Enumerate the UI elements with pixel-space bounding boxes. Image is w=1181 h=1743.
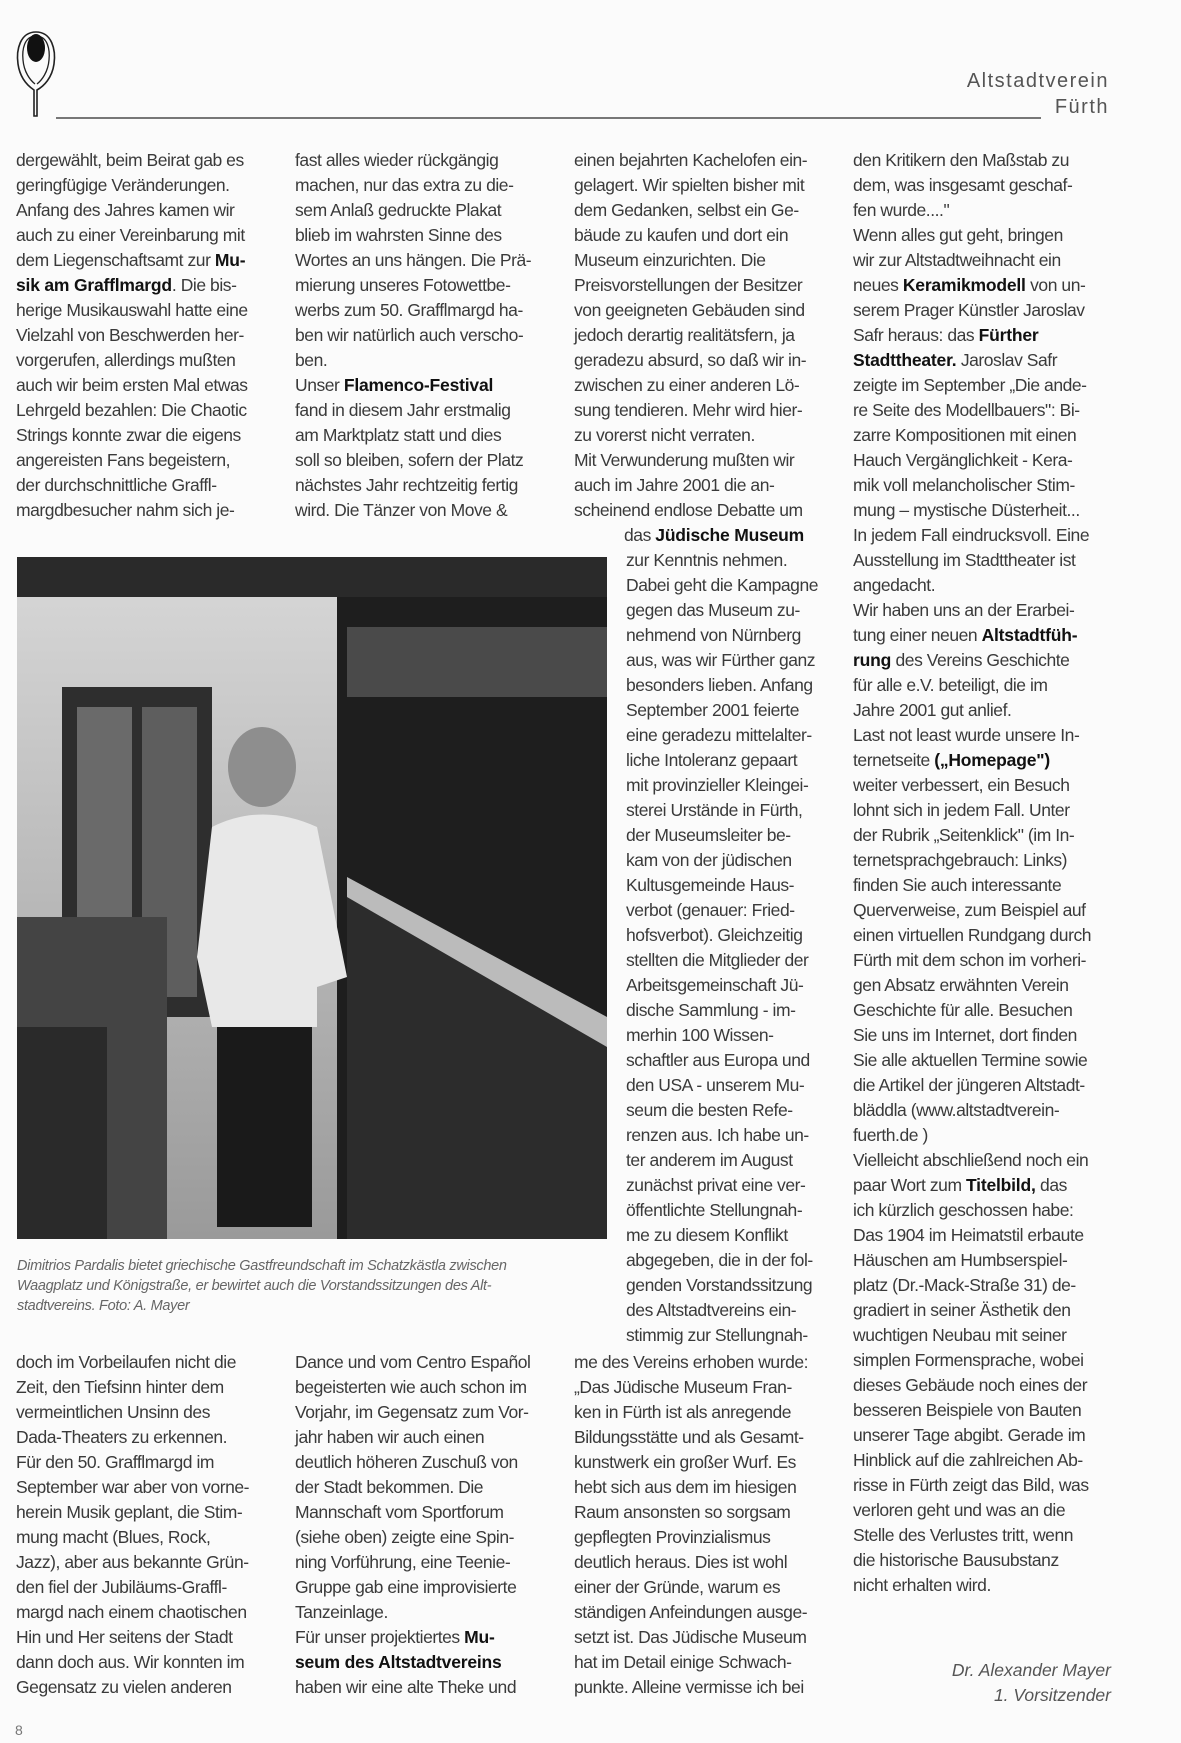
text-line: werbs zum 50. Grafflmargd ha-	[295, 300, 523, 320]
text-line: das Jüdische Museum	[624, 525, 804, 545]
text-line: von geeigneten Gebäuden sind	[574, 300, 805, 320]
bold-keyword: Jüdische Museum	[655, 525, 804, 545]
text-line: Fürth mit dem schon im vorheri-	[853, 950, 1087, 970]
text-line: ich kürzlich geschossen habe:	[853, 1200, 1074, 1220]
text-line: Lehrgeld bezahlen: Die Chaotic	[16, 400, 247, 420]
caption-line: Waagplatz und Königstraße, er bewirtet auch die Vorstandssitzungen des Alt-	[17, 1278, 492, 1294]
bold-keyword: Stadttheater.	[853, 350, 957, 370]
header-rule	[56, 117, 1041, 119]
text-line: zu vorerst nicht verraten.	[574, 425, 755, 445]
text-line: stellten die Mitglieder der	[626, 950, 809, 970]
text-line: einen virtuellen Rundgang durch	[853, 925, 1092, 945]
text-line: Gegensatz zu vielen anderen	[16, 1677, 232, 1697]
text-line: Dada-Theaters zu erkennen.	[16, 1427, 228, 1447]
author-role: 1. Vorsitzender	[993, 1685, 1111, 1705]
text-line: einer der Gründe, warum es	[574, 1577, 781, 1597]
text-line: auch im Jahre 2001 die an-	[574, 475, 775, 495]
text-line: Gruppe gab eine improvisierte	[295, 1577, 517, 1597]
text-line: öffentlichte Stellungnah-	[626, 1200, 803, 1220]
text-line: geringfügige Veränderungen.	[16, 175, 230, 195]
text-line: Kultusgemeinde Haus-	[626, 875, 795, 895]
text-line: Für den 50. Grafflmargd im	[16, 1452, 215, 1472]
text-line: Arbeitsgemeinschaft Jü-	[626, 975, 804, 995]
caption-line: Dimitrios Pardalis bietet griechische Gastfreundschaft im Schatzkästla zwischen	[17, 1258, 507, 1274]
text-line: Safr heraus: das Fürther	[853, 325, 1039, 345]
text-line: ter anderem im August	[626, 1150, 793, 1170]
text-line: abgegeben, die in der fol-	[626, 1250, 813, 1270]
text-line: gradiert in seiner Ästhetik den	[853, 1300, 1071, 1320]
text-line	[295, 1650, 557, 1675]
text-line: des Altstadtvereins ein-	[626, 1300, 797, 1320]
text-line: hebt sich aus dem im hiesigen	[574, 1477, 797, 1497]
column-1-top	[16, 148, 278, 523]
text-line: September war aber von vorne-	[16, 1477, 250, 1497]
bold-keyword: Fürther	[978, 325, 1039, 345]
text-line: verloren geht und was an die	[853, 1500, 1066, 1520]
text-line: Vielzahl von Beschwerden her-	[16, 325, 244, 345]
column-3-narrow	[626, 548, 834, 1348]
text-line: ben wir natürlich auch verscho-	[295, 325, 524, 345]
text-line: renzen aus. Ich habe un-	[626, 1125, 809, 1145]
text-line: hofsverbot). Gleichzeitig	[626, 925, 803, 945]
text-line: platz (Dr.-Mack-Straße 31) de-	[853, 1275, 1076, 1295]
column-3-bottom	[574, 1350, 836, 1700]
text-line: paar Wort zum Titelbild, das	[853, 1175, 1067, 1195]
text-line: me des Vereins erhoben wurde:	[574, 1352, 809, 1372]
text-line: dieses Gebäude noch eines der	[853, 1375, 1088, 1395]
text-line: gelagert. Wir spielten bisher mit	[574, 175, 805, 195]
text-line: sterei Urstände in Fürth,	[626, 800, 803, 820]
text-line: serem Prager Künstler Jaroslav	[853, 300, 1085, 320]
text-line: angedacht.	[853, 575, 936, 595]
text-line: doch im Vorbeilaufen nicht die	[16, 1352, 236, 1372]
text-line: ternetseite („Homepage")	[853, 750, 1050, 770]
bold-keyword: rung	[853, 650, 892, 670]
text-line: jahr haben wir auch einen	[295, 1427, 485, 1447]
text-line: Das 1904 im Heimatstil erbaute	[853, 1225, 1084, 1245]
bold-keyword: Mu-	[464, 1627, 495, 1647]
text-line: die Artikel der jüngeren Altstadt-	[853, 1075, 1085, 1095]
text-line: begeisterten wie auch schon im	[295, 1377, 527, 1397]
column-2-top	[295, 148, 557, 523]
text-line: simplen Formensprache, wobei	[853, 1350, 1084, 1370]
text-line: In jedem Fall eindrucksvoll. Eine	[853, 525, 1090, 545]
text-line: vermeintlichen Unsinn des	[16, 1402, 210, 1422]
text-line: Raum ansonsten so sorgsam	[574, 1502, 791, 1522]
text-line: stimmig zur Stellungnah-	[626, 1325, 808, 1345]
text-line: Sie alle aktuellen Termine sowie	[853, 1050, 1088, 1070]
text-line: margd nach einem chaotischen	[16, 1602, 247, 1622]
text-line: merhin 100 Wissen-	[626, 1025, 774, 1045]
text-line: Wortes an uns hängen. Die Prä-	[295, 250, 532, 270]
bold-keyword: Mu-	[214, 250, 246, 270]
text-line: Stadttheater. Jaroslav Safr	[853, 350, 1058, 370]
text-line: me zu diesem Konflikt	[626, 1225, 788, 1245]
text-line: Hin und Her seitens der Stadt	[16, 1627, 233, 1647]
text-line: vorgerufen, allerdings mußten	[16, 350, 236, 370]
text-line: Jahre 2001 gut anlief.	[853, 700, 1012, 720]
text-line: Tanzeinlage.	[295, 1602, 388, 1622]
text-line: Last not least wurde unsere In-	[853, 725, 1080, 745]
text-line: der durchschnittliche Graffl-	[16, 475, 217, 495]
text-line: risse in Fürth zeigt das Bild, was	[853, 1475, 1089, 1495]
text-line: zunächst privat eine ver-	[626, 1175, 806, 1195]
text-line: fast alles wieder rückgängig	[295, 150, 499, 170]
text-line: ken in Fürth ist als anregende	[574, 1402, 792, 1422]
text-line: kunstwerk ein großer Wurf. Es	[574, 1452, 796, 1472]
text-line: fen wurde...."	[853, 200, 950, 220]
text-line: (siehe oben) zeigte eine Spin-	[295, 1527, 515, 1547]
text-line: angereisten Fans begeistern,	[16, 450, 231, 470]
text-line: nehmend von Nürnberg	[626, 625, 801, 645]
column-3-top	[574, 148, 836, 523]
altstadtverein-logo	[14, 28, 58, 120]
text-line: Strings konnte zwar die eigens	[16, 425, 241, 445]
text-line: dergewählt, beim Beirat gab es	[16, 150, 244, 170]
text-line: auch zu einer Vereinbarung mit	[16, 225, 245, 245]
text-line: Hinblick auf die zahlreichen Ab-	[853, 1450, 1083, 1470]
text-line: Mannschaft vom Sportforum	[295, 1502, 504, 1522]
author-signature	[952, 1658, 1111, 1708]
photo-illustration	[17, 557, 607, 1239]
text-line: Anfang des Jahres kamen wir	[16, 200, 235, 220]
column-3-indent-line	[574, 523, 836, 548]
text-line: weiter verbessert, ein Besuch	[853, 775, 1070, 795]
text-line: gepflegten Provinzialismus	[574, 1527, 771, 1547]
text-line: zarre Kompositionen mit einen	[853, 425, 1077, 445]
text-line: nicht erhalten wird.	[853, 1575, 991, 1595]
text-line: der Rubrik „Seitenklick" (im In-	[853, 825, 1075, 845]
text-line: soll so bleiben, sofern der Platz	[295, 450, 524, 470]
text-line: Zeit, den Tiefsinn hinter dem	[16, 1377, 224, 1397]
text-line: deutlich höheren Zuschuß von	[295, 1452, 518, 1472]
text-line: Preisvorstellungen der Besitzer	[574, 275, 803, 295]
header-org-name	[967, 68, 1109, 120]
column-4	[853, 148, 1115, 1598]
bold-keyword: sik am Grafflmargd	[16, 275, 172, 295]
text-line: Jazz), aber aus bekannte Grün-	[16, 1552, 249, 1572]
text-line: liche Intoleranz gepaart	[626, 750, 798, 770]
text-line: der Museumsleiter be-	[626, 825, 791, 845]
text-line: eine geradezu mittelalter-	[626, 725, 812, 745]
text-line: für alle e.V. beteiligt, die im	[853, 675, 1048, 695]
photo-caption	[17, 1256, 617, 1316]
text-line: aus, was wir Fürther ganz	[626, 650, 816, 670]
text-line: seum die besten Refe-	[626, 1100, 793, 1120]
text-line: Häuschen am Humbserspiel-	[853, 1250, 1068, 1270]
text-line: hat im Detail einige Schwach-	[574, 1652, 792, 1672]
text-line: wir zur Altstadtweihnacht ein	[853, 250, 1061, 270]
text-line: Vorjahr, im Gegensatz zum Vor-	[295, 1402, 529, 1422]
text-line: gegen das Museum zu-	[626, 600, 800, 620]
text-line: neues Keramikmodell von un-	[853, 275, 1086, 295]
text-line: die historische Bausubstanz	[853, 1550, 1059, 1570]
text-line: besseren Beispiele von Bauten	[853, 1400, 1082, 1420]
text-line: zur Kenntnis nehmen.	[626, 550, 788, 570]
text-line: „Das Jüdische Museum Fran-	[574, 1377, 792, 1397]
text-line: Stelle des Verlustes tritt, wenn	[853, 1525, 1074, 1545]
text-line: den Kritikern den Maßstab zu	[853, 150, 1069, 170]
text-line: der Stadt bekommen. Die	[295, 1477, 484, 1497]
text-line: Dance und vom Centro Español	[295, 1352, 531, 1372]
text-line: rung des Vereins Geschichte	[853, 650, 1070, 670]
text-line: blieb im wahrsten Sinne des	[295, 225, 502, 245]
text-line: den USA - unserem Mu-	[626, 1075, 805, 1095]
text-line: ternetsprachgebrauch: Links)	[853, 850, 1068, 870]
text-line: Vielleicht abschließend noch ein	[853, 1150, 1089, 1170]
text-line: ning Vorführung, eine Teenie-	[295, 1552, 511, 1572]
text-line: schaftler aus Europa und	[626, 1050, 810, 1070]
text-line: dem Gedanken, selbst ein Ge-	[574, 200, 799, 220]
text-line: herein Musik geplant, die Stim-	[16, 1502, 243, 1522]
text-line: mit provinzieller Kleingei-	[626, 775, 809, 795]
bold-keyword: Keramikmodell	[902, 275, 1026, 295]
text-line: herige Musikauswahl hatte eine	[16, 300, 248, 320]
text-line: fuerth.de )	[853, 1125, 928, 1145]
bold-keyword: Titelbild,	[966, 1175, 1036, 1195]
text-line: mik voll melancholischer Stim-	[853, 475, 1075, 495]
text-line: auch wir beim ersten Mal etwas	[16, 375, 248, 395]
text-line: dann doch aus. Wir konnten im	[16, 1652, 245, 1672]
text-line: Für unser projektiertes Mu-	[295, 1627, 495, 1647]
text-line: bläddla (www.altstadtverein-	[853, 1100, 1060, 1120]
column-2-bottom	[295, 1350, 557, 1700]
text-line: dische Sammlung - im-	[626, 1000, 796, 1020]
page-number: 8	[15, 1722, 23, 1738]
text-line: mierung unseres Fotowettbe-	[295, 275, 511, 295]
text-line: ständigen Anfeindungen ausge-	[574, 1602, 808, 1622]
text-line: deutlich heraus. Dies ist wohl	[574, 1552, 788, 1572]
header-org-line2: Fürth	[1054, 96, 1109, 118]
text-line: Hauch Vergänglichkeit - Kera-	[853, 450, 1073, 470]
text-line: Wenn alles gut geht, bringen	[853, 225, 1063, 245]
text-line: mung macht (Blues, Rock,	[16, 1527, 211, 1547]
text-line: besonders lieben. Anfang	[626, 675, 813, 695]
text-line: sik am Grafflmargd. Die bis-	[16, 275, 237, 295]
text-line: re Seite des Modellbauers": Bi-	[853, 400, 1080, 420]
bold-keyword: seum des Altstadtvereins	[295, 1652, 502, 1672]
text-line: Bildungsstätte und als Gesamt-	[574, 1427, 804, 1447]
text-line: unserer Tage abgibt. Gerade im	[853, 1425, 1086, 1445]
header-org-line1: Altstadtverein	[966, 70, 1109, 92]
text-line: jedoch derartig realitätsfern, ja	[574, 325, 795, 345]
text-line: setzt ist. Das Jüdische Museum	[574, 1627, 807, 1647]
text-line: sung tendieren. Mehr wird hier-	[574, 400, 803, 420]
text-line: machen, nur das extra zu die-	[295, 175, 514, 195]
text-line: wird. Die Tänzer von Move &	[295, 500, 508, 520]
text-line: margdbesucher nahm sich je-	[16, 500, 235, 520]
text-line: dem, was insgesamt geschaf-	[853, 175, 1073, 195]
text-line: wuchtigen Neubau mit seiner	[853, 1325, 1067, 1345]
text-line: Geschichte für alle. Besuchen	[853, 1000, 1073, 1020]
bold-keyword: Altstadtfüh-	[981, 625, 1078, 645]
bold-keyword: Flamenco-Festival	[343, 375, 494, 395]
author-name: Dr. Alexander Mayer	[951, 1660, 1111, 1680]
text-line: verbot (genauer: Fried-	[626, 900, 795, 920]
text-line: ben.	[295, 350, 328, 370]
text-line: finden Sie auch interessante	[853, 875, 1062, 895]
bold-keyword: („Homepage")	[934, 750, 1050, 770]
text-line: Querverweise, zum Beispiel auf	[853, 900, 1086, 920]
caption-line: stadtvereins. Foto: A. Mayer	[17, 1298, 190, 1314]
text-line: tung einer neuen Altstadtfüh-	[853, 625, 1078, 645]
text-line: punkte. Alleine vermisse ich bei	[574, 1677, 804, 1697]
text-line: Dabei geht die Kampagne	[626, 575, 819, 595]
text-line: bäude zu kaufen und dort ein	[574, 225, 789, 245]
text-line: sem Anlaß gedruckte Plakat	[295, 200, 502, 220]
restaurant-photo	[17, 557, 607, 1239]
text-line: Mit Verwunderung mußten wir	[574, 450, 795, 470]
text-line: zwischen zu einer anderen Lö-	[574, 375, 800, 395]
text-line: September 2001 feierte	[626, 700, 799, 720]
text-line: kam von der jüdischen	[626, 850, 792, 870]
text-line: haben wir eine alte Theke und	[295, 1677, 517, 1697]
text-line: einen bejahrten Kachelofen ein-	[574, 150, 808, 170]
text-line: Museum einzurichten. Die	[574, 250, 766, 270]
text-line: gen Absatz erwähnten Verein	[853, 975, 1069, 995]
text-line: dem Liegenschaftsamt zur Mu-	[16, 250, 246, 270]
text-line: scheinend endlose Debatte um	[574, 500, 803, 520]
column-1-bottom	[16, 1350, 278, 1700]
text-line: Sie uns im Internet, dort finden	[853, 1025, 1077, 1045]
text-line: mung – mystische Düsterheit...	[853, 500, 1080, 520]
text-line: fand in diesem Jahr erstmalig	[295, 400, 511, 420]
text-line: zeigte im September „Die ande-	[853, 375, 1087, 395]
text-line: Wir haben uns an der Erarbei-	[853, 600, 1075, 620]
text-line: lohnt sich in jedem Fall. Unter	[853, 800, 1070, 820]
text-line: genden Vorstandssitzung	[626, 1275, 813, 1295]
text-line: am Marktplatz statt und dies	[295, 425, 502, 445]
text-line: Ausstellung im Stadttheater ist	[853, 550, 1076, 570]
text-line: Unser Flamenco-Festival	[295, 375, 494, 395]
text-line: den fiel der Jubiläums-Graffl-	[16, 1577, 227, 1597]
text-line: nächstes Jahr rechtzeitig fertig	[295, 475, 518, 495]
text-line: geradezu absurd, so daß wir in-	[574, 350, 807, 370]
